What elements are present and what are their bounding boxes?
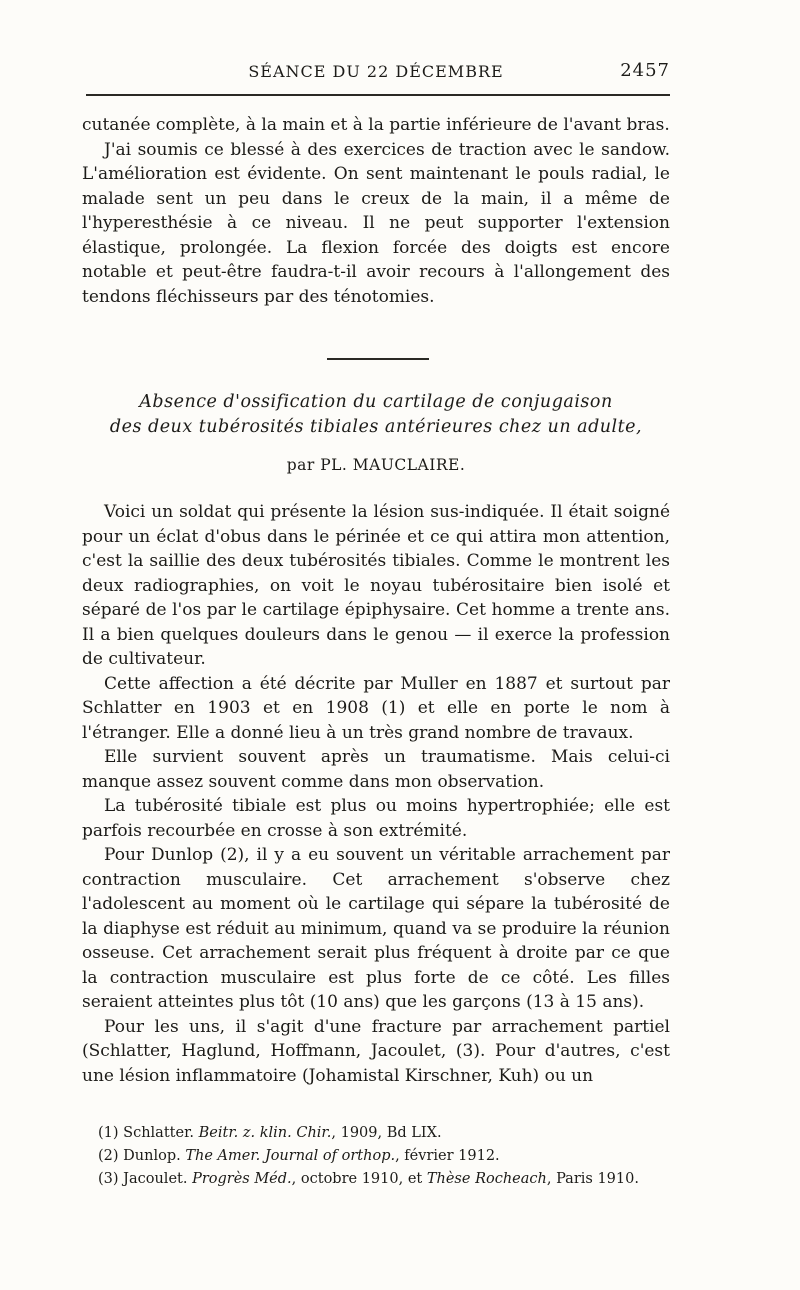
footnote — [98, 1168, 670, 1191]
footnote-detail: , octobre 1910, et — [291, 1171, 427, 1187]
footnote-source: Thèse Rocheach — [426, 1171, 547, 1187]
article-title-line-1: Absence d'ossification du cartilage de conjugaison — [139, 392, 613, 412]
article-author: par PL. MAUCLAIRE. — [286, 456, 466, 474]
footnote-detail: , 1909, Bd LIX. — [331, 1125, 442, 1141]
footnote-source: Beitr. z. klin. Chir. — [198, 1125, 332, 1141]
article-title — [82, 390, 670, 440]
paragraph: J'ai soumis ce blessé à des exercices de traction avec le sandow. L'amélioration est évidente. On sent maintenant le pouls radial, le malade sent un peu dans le creux de la main, il a même de l'hyperesthésie à ce niveau. Il ne peut supporter l'extension élastique, prolongée. La flexion forcée des doigts est encore notable et peut-être faudra-t-il avoir recours à l'allongement des tendons fléchisseurs par des ténotomies. — [82, 139, 670, 307]
paragraph: Elle survient souvent après un traumatisme. Mais celui-ci manque assez souvent comme dans mon observation. — [82, 747, 670, 792]
footnote-author: Jacoulet. — [123, 1171, 188, 1187]
footnote-number: (2) — [98, 1148, 119, 1164]
header-rule — [86, 94, 670, 96]
paragraph: La tubérosité tibiale est plus ou moins hypertrophiée; elle est parfois recourbée en crosse à son extrémité. — [82, 796, 670, 841]
footnote — [98, 1145, 670, 1168]
running-header — [82, 58, 670, 86]
page-number: 2457 — [620, 60, 670, 81]
footnote-number: (3) — [98, 1171, 119, 1187]
footnote-source: Progrès Méd. — [192, 1171, 292, 1187]
footnote-detail: , février 1912. — [395, 1148, 500, 1164]
footnote-number: (1) — [98, 1125, 119, 1141]
paragraph: Cette affection a été décrite par Muller en 1887 et surtout par Schlatter en 1903 et en 1908 (1) et elle en porte le nom à l'étranger. Elle a donné lieu à un très grand nombre de travaux. — [82, 673, 670, 743]
paragraph: Voici un soldat qui présente la lésion sus-indiquée. Il était soigné pour un éclat d'obus dans le périnée et ce qui attira mon attention, c'est la saillie des deux tubérosités tibiales. Comme le montrent les deux radiographies, on voit le noyau tubérositaire bien isolé et séparé de l'os par le cartilage épiphysaire. Cet homme a trente ans. Il a bien quelques douleurs dans le genou — il exerce la profession de cultivateur. — [82, 502, 670, 669]
paragraph: cutanée complète, à la main et à la partie inférieure de l'avant bras. — [82, 115, 670, 135]
header-title: SÉANCE DU 22 DÉCEMBRE — [248, 62, 504, 81]
article-title-line-2: des deux tubérosités tibiales antérieures chez un adulte, — [109, 417, 643, 437]
continuation-text — [82, 113, 670, 309]
section-separator — [327, 358, 429, 360]
footnotes — [98, 1122, 670, 1191]
footnote — [98, 1122, 670, 1145]
paragraph: Pour les uns, il s'agit d'une fracture par arrachement partiel (Schlatter, Haglund, Hoffmann, Jacoulet, (3). Pour d'autres, c'est une lésion inflammatoire (Johamistal Kirschner, Kuh) ou un — [82, 1016, 670, 1086]
footnote-author: Schlatter. — [123, 1125, 195, 1141]
article-body — [82, 500, 670, 1088]
footnote-source: The Amer. Journal of orthop. — [185, 1148, 396, 1164]
paragraph: Pour Dunlop (2), il y a eu souvent un véritable arrachement par contraction musculaire. Cet arrachement s'observe chez l'adolescent au moment où le cartilage qui sépare la tubérosité de la diaphyse est réduit au minimum, quand va se produire la réunion osseuse. Cet arrachement serait plus fréquent à droite par ce que la contraction musculaire est plus forte de ce côté. Les filles seraient atteintes plus tôt (10 ans) que les garçons (13 à 15 ans). — [82, 845, 670, 1012]
footnote-detail: , Paris 1910. — [546, 1171, 639, 1187]
footnote-author: Dunlop. — [123, 1148, 181, 1164]
